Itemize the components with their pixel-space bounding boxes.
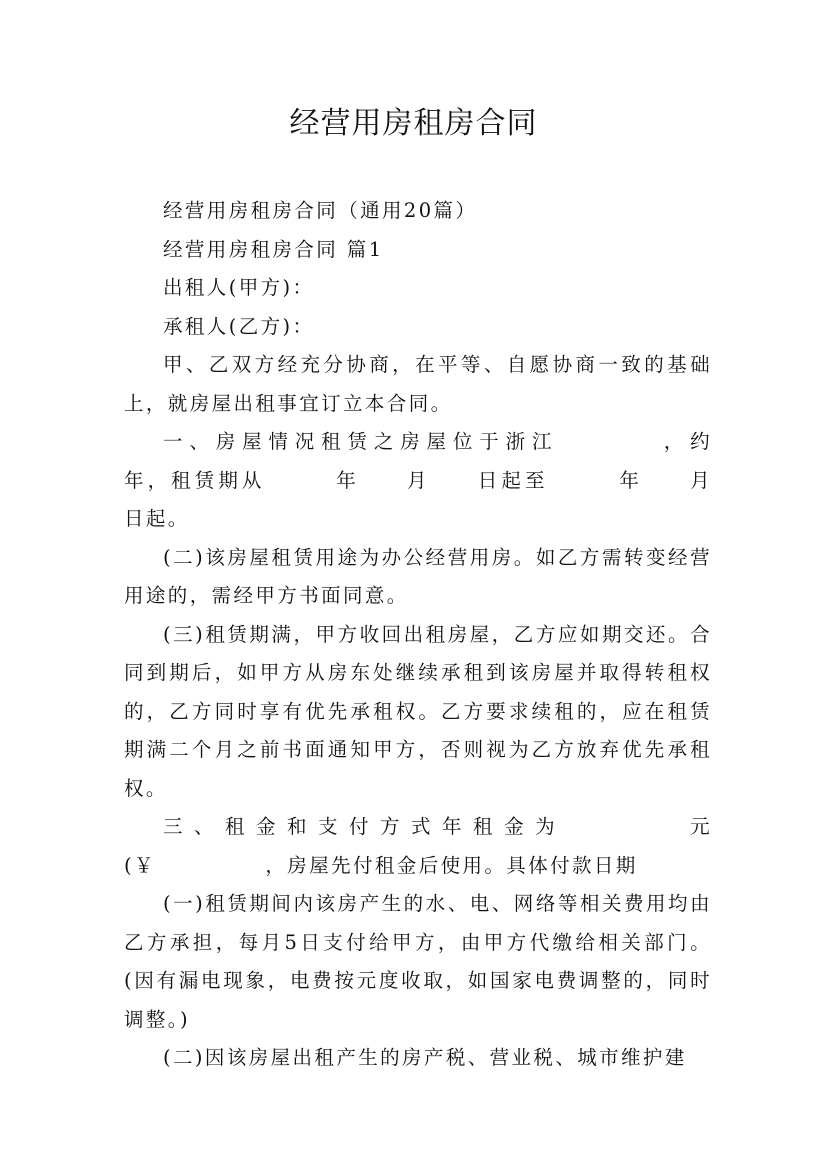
- paragraph-rent-payment: 三、租金和支付方式年租金为 元(￥ ，房屋先付租金后使用。具体付款日期: [124, 815, 712, 877]
- paragraph-section-heading: 经营用房租房合同 篇1: [163, 237, 384, 261]
- document-body: [124, 192, 800, 1078]
- paragraph-property-info: 一、房屋情况租赁之房屋位于浙江 ，约 年，租赁期从 年 月 日起至 年 月 日起。: [124, 430, 800, 530]
- paragraph-preamble: 甲、乙双方经充分协商，在平等、自愿协商一致的基础上，就房屋出租事宜订立本合同。: [124, 353, 712, 415]
- paragraph-usage: (二)该房屋租赁用途为办公经营用房。如乙方需转变经营用途的，需经甲方书面同意。: [124, 545, 712, 607]
- paragraph-subtitle: 经营用房租房合同（通用20篇）: [163, 199, 478, 222]
- paragraph-taxes: (二)因该房屋出租产生的房产税、营业税、城市维护建: [163, 1046, 687, 1069]
- paragraph-lease-expiry: (三)租赁期满，甲方收回出租房屋，乙方应如期交还。合同到期后，如甲方从房东处继续承租到该房屋并取得转租权的，乙方同时享有优先承租权。乙方要求续租的，应在租赁期满二个月之前书面通知甲方，否则视为乙方放弃优先承租权。: [124, 622, 712, 800]
- paragraph-lessee: 承租人(乙方)：: [163, 314, 315, 338]
- paragraph-utilities: (一)租赁期间内该房产生的水、电、网络等相关费用均由乙方承担，每月5日支付给甲方，由甲方代缴给相关部门。(因有漏电现象，电费按元度收取，如国家电费调整的，同时调整。): [124, 892, 712, 1031]
- paragraph-lessor: 出租人(甲方)：: [163, 276, 315, 299]
- document-title: 经营用房租房合同: [289, 106, 538, 141]
